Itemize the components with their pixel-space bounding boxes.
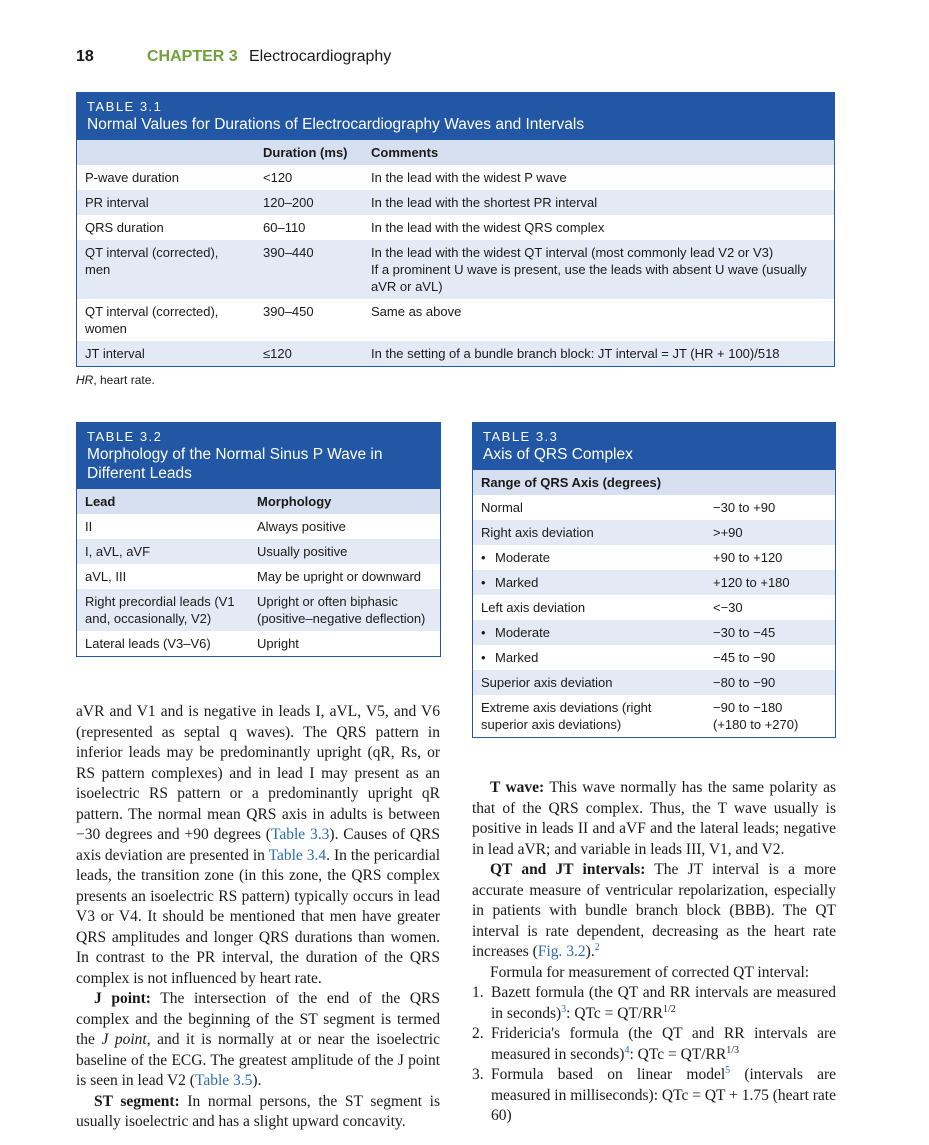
table-3-2 (76, 422, 441, 657)
text-run: : QTc = QT/RR (566, 1004, 663, 1022)
table-cell: 120–200 (263, 195, 314, 210)
table-label: TABLE 3.3 (483, 429, 559, 444)
table-header (77, 423, 440, 489)
chapter-title: Electrocardiography (249, 48, 392, 65)
formula-list (472, 983, 836, 1127)
table-row (77, 165, 834, 190)
table-cell: <120 (263, 170, 293, 185)
table-header (473, 423, 835, 470)
table-body (77, 489, 440, 656)
value-line: −90 to −180 (713, 700, 783, 715)
value-line: (+180 to +270) (713, 717, 799, 732)
table-cell: Superior axis deviation (481, 675, 613, 690)
table-cell: QT interval (corrected), men (85, 245, 219, 277)
table-row (77, 299, 834, 341)
table-row (473, 495, 835, 520)
table-row (77, 240, 834, 299)
table-cell: Usually positive (257, 544, 348, 559)
table-cell: • Moderate (473, 620, 705, 645)
run-in-heading: QT and JT intervals: (490, 861, 646, 878)
table-header-row (77, 489, 440, 514)
table-row (473, 670, 835, 695)
footnote-abbr: HR (76, 373, 94, 387)
list-number: 3. (472, 1066, 484, 1083)
table-cell: +120 to +180 (713, 575, 790, 590)
comment-line: If a prominent U wave is present, use the leads with absent U wave (usually aVR or aVL) (371, 262, 807, 294)
list-item (472, 983, 836, 1024)
paragraph (472, 860, 836, 963)
text-run: The JT interval is a more accurate measure of ventricular repolarization, especially in patients with bundle branch block (BBB). The QT interval is rate dependent, decreasing as the heart rate increases ( (472, 861, 836, 960)
column-header: Lead (85, 494, 116, 509)
text-run: Formula for measurement of corrected QT interval: (490, 963, 810, 981)
table-cell: JT interval (85, 346, 145, 361)
text-run: Formula based on linear model (491, 1066, 726, 1083)
run-in-heading: T wave: (490, 779, 545, 796)
table-header-row (473, 470, 835, 495)
table-cell: 390–440 (263, 245, 314, 260)
table-row (77, 190, 834, 215)
table-cell: QT interval (corrected), women (85, 304, 219, 336)
table-cell: QRS duration (85, 220, 164, 235)
run-in-heading: J point: (94, 990, 151, 1007)
table-body (473, 470, 835, 737)
text-run: ). (585, 943, 595, 960)
exponent: 1/2 (662, 1003, 676, 1015)
table-title: Axis of QRS Complex (483, 446, 633, 463)
table-footnote (76, 373, 155, 387)
table-cell: II (85, 519, 93, 534)
table-cell: Same as above (371, 304, 462, 319)
table-row (77, 514, 440, 539)
exponent: 1/3 (726, 1044, 739, 1056)
footnote-text: , heart rate. (93, 373, 155, 387)
page-number: 18 (76, 48, 94, 65)
table-body (77, 140, 834, 366)
figure-link[interactable]: Fig. 3.2 (537, 943, 586, 960)
paragraph (76, 1092, 440, 1133)
table-cell: • Moderate (473, 545, 705, 570)
table-link[interactable]: Table 3.3 (270, 826, 330, 843)
text-run: Bazett formula (the QT and RR intervals are measured in seconds) (491, 984, 836, 1022)
table-cell: ≤120 (263, 346, 292, 361)
table-row (473, 595, 835, 620)
list-number: 1. (472, 984, 484, 1001)
table-cell: • Marked (473, 645, 705, 670)
table-row (473, 695, 835, 737)
left-column-text (76, 702, 440, 1133)
reference-link[interactable]: 3 (561, 1003, 567, 1015)
text-run: Fridericia's formula (the QT and RR intervals are measured in seconds) (491, 1025, 836, 1063)
table-cell: aVL, III (85, 569, 127, 584)
table-3-3 (472, 422, 836, 738)
table-cell: Always positive (257, 519, 346, 534)
table-row (77, 631, 440, 656)
table-title: Normal Values for Durations of Electrocardiography Waves and Intervals (87, 116, 585, 133)
table-cell: Normal (481, 500, 523, 515)
table-cell: In the lead with the widest QRS complex (371, 220, 605, 235)
paragraph (472, 778, 836, 860)
table-cell (705, 695, 835, 737)
table-cell: In the lead with the widest P wave (371, 170, 567, 185)
table-cell: −45 to −90 (713, 650, 776, 665)
reference-link[interactable]: 4 (624, 1044, 630, 1056)
list-item (472, 1024, 836, 1065)
table-cell: <−30 (713, 600, 743, 615)
table-cell: P-wave duration (85, 170, 179, 185)
list-item (472, 1065, 836, 1127)
table-cell: Right axis deviation (481, 525, 594, 540)
table-cell: Lateral leads (V3–V6) (85, 636, 211, 651)
column-header: Duration (ms) (263, 145, 348, 160)
text-run: : QTc = QT/RR (629, 1045, 727, 1063)
table-cell: Left axis deviation (481, 600, 586, 615)
reference-link[interactable]: 5 (725, 1064, 731, 1076)
table-link[interactable]: Table 3.4 (268, 846, 327, 864)
list-number: 2. (472, 1025, 484, 1042)
text-run: This wave normally has the same polarity as that of the QRS complex. Thus, the T wave usually is positive in leads II and aVF and the lateral leads; negative in lead aVR; and variable in leads III, V1, and V2. (472, 779, 836, 858)
text-run: In normal persons, the ST segment is usually isoelectric and has a slight upward concavity. (76, 1092, 440, 1130)
table-title: Morphology of the Normal Sinus P Wave in Different Leads (87, 446, 383, 482)
table-header (77, 93, 834, 140)
table-cell: PR interval (85, 195, 149, 210)
paragraph (472, 963, 836, 984)
table-cell: 60–110 (263, 220, 306, 235)
table-row (473, 620, 835, 645)
text-run: aVR and V1 and is negative in leads I, aVL, V5, and V6 (represented as septal q waves). The QRS pattern in inferior leads may be predominantly upright (qR, Rs, or RS pattern complexes) and in lead I may present as an isoelectric RS pattern or a predominantly upright qR pattern. The normal mean QRS axis in adults is between −30 degrees and +90 degrees ( (76, 703, 440, 843)
chapter-label: CHAPTER 3 (147, 48, 238, 65)
table-row (473, 520, 835, 545)
table-row (77, 564, 440, 589)
table-link[interactable]: Table 3.5 (194, 1072, 253, 1089)
text-run: , and it is normally at or near the isoelectric baseline of the ECG. The greatest amplitude of the J point is seen in lead V2 ( (76, 1031, 440, 1089)
reference-link[interactable]: 2 (594, 941, 600, 953)
text-run: (intervals are measured in milliseconds): QTc = QT + 1.75 (heart rate 60) (491, 1066, 836, 1124)
table-cell: Right precordial leads (V1 and, occasionally, V2) (85, 594, 235, 626)
right-column-text (472, 778, 836, 1127)
table-row (77, 589, 440, 631)
table-cell: I, aVL, aVF (85, 544, 151, 559)
table-cell: 390–450 (263, 304, 314, 319)
column-header: Morphology (257, 494, 332, 509)
table-label: TABLE 3.2 (87, 429, 163, 444)
table-cell: Extreme axis deviations (right superior axis deviations) (481, 700, 652, 732)
comment-line: In the lead with the widest QT interval (most commonly lead V2 or V3) (371, 245, 774, 260)
table-cell: May be upright or downward (257, 569, 422, 584)
table-cell: +90 to +120 (713, 550, 783, 565)
table-cell: Upright (257, 636, 299, 651)
table-row (473, 545, 835, 570)
run-in-heading: ST segment: (94, 1092, 180, 1110)
table-row (77, 215, 834, 240)
paragraph (76, 702, 440, 989)
text-run: . In the pericardial leads, the transition zone (in this zone, the QRS complex presents an isoelectric RS pattern) typically occurs in lead V3 or V4. It should be mentioned that men have greater QRS amplitudes and longer QRS durations than women. In contrast to the PR interval, the duration of the QRS complex is not influenced by heart rate. (76, 846, 441, 987)
table-cell: −80 to −90 (713, 675, 776, 690)
paragraph (76, 989, 440, 1092)
column-header: Comments (371, 145, 439, 160)
table-label: TABLE 3.1 (87, 99, 163, 114)
text-run: ). Causes of QRS axis deviation are presented in (76, 826, 440, 864)
table-row (77, 341, 834, 366)
table-cell: In the setting of a bundle branch block: JT interval = JT (HR + 100)/518 (371, 346, 780, 361)
text-run: ). (252, 1072, 262, 1089)
table-cell: • Marked (473, 570, 705, 595)
table-cell: >+90 (713, 525, 743, 540)
emphasis: J point (101, 1031, 147, 1048)
table-cell: Upright or often biphasic (positive–negative deflection) (257, 594, 426, 626)
table-cell: −30 to −45 (713, 625, 776, 640)
table-cell: In the lead with the shortest PR interval (371, 195, 598, 210)
table-3-1 (76, 92, 835, 367)
table-row (77, 539, 440, 564)
text-run: The intersection of the end of the QRS complex and the beginning of the ST segment is termed the (76, 990, 441, 1048)
column-header: Range of QRS Axis (degrees) (481, 475, 662, 490)
table-row (473, 570, 835, 595)
table-header-row (77, 140, 834, 165)
table-cell: −30 to +90 (713, 500, 776, 515)
column-header (77, 140, 255, 165)
table-row (473, 645, 835, 670)
table-cell (363, 240, 834, 299)
